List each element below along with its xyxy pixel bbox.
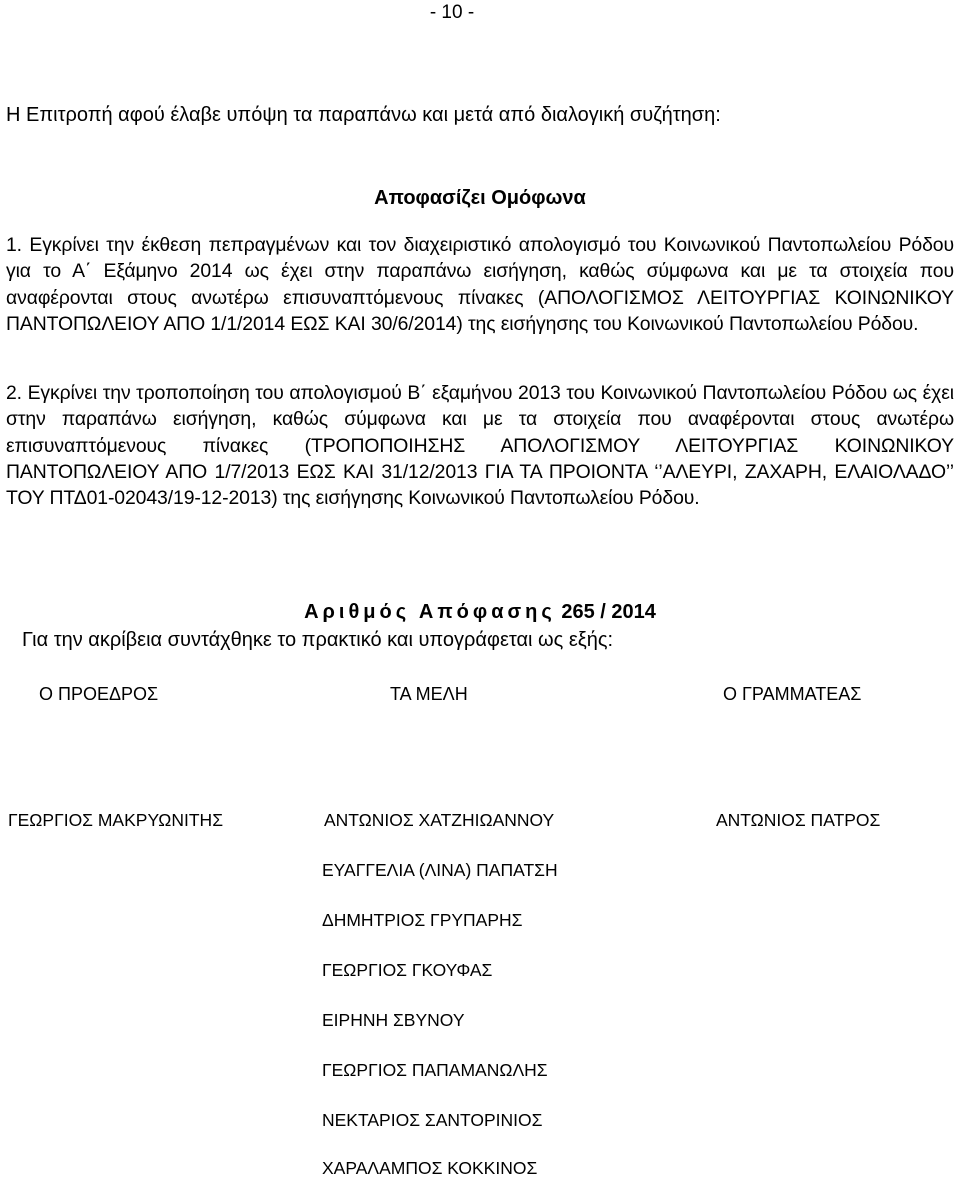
role-members: ΤΑ ΜΕΛΗ xyxy=(390,684,468,704)
president-name: ΓΕΩΡΓΙΟΣ ΜΑΚΡΥΩΝΙΤΗΣ xyxy=(8,810,224,830)
role-president: Ο ΠΡΟΕΔΡΟΣ xyxy=(39,684,159,704)
page-number: - 10 - xyxy=(429,2,475,23)
decision-paragraph-2: 2. Εγκρίνει την τροποποίηση του απολογισμού Β΄ εξαμήνου 2013 του Κοινωνικού Παντοπωλείου Ρόδου ως έχει στην παραπάνω εισήγηση, καθώς σύμφωνα και με τα στοιχεία που αναφέρονται στους ανωτέρω επισυναπτόμενους πίνακες (ΤΡΟΠΟΠΟΙΗΣΗΣ ΑΠΟΛΟΓΙΣΜΟΥ ΛΕΙΤΟΥΡΓΙΑΣ ΚΟΙΝΩΝΙΚΟΥ ΠΑΝΤΟΠΩΛΕΙΟΥ ΑΠΟ 1/7/2013 ΕΩΣ ΚΑΙ 31/12/2013 ΓΙΑ ΤΑ ΠΡΟΙΟΝΤΑ ‘’ΑΛΕΥΡΙ, ΖΑΧΑΡΗ, ΕΛΑΙΟΛΑΔΟ’’ ΤΟΥ ΠΤΔ01-02043/19-12-2013) της εισήγησης Κοινωνικού Παντοπωλείου Ρόδου. xyxy=(6,382,954,510)
decision-heading: Αποφασίζει Ομόφωνα xyxy=(374,187,586,209)
intro-sentence: Η Επιτροπή αφού έλαβε υπόψη τα παραπάνω και μετά από διαλογική συζήτηση: xyxy=(6,104,721,126)
role-secretary: Ο ΓΡΑΜΜΑΤΕΑΣ xyxy=(723,684,862,704)
decision-number-line xyxy=(0,601,960,624)
member-name: ΧΑΡΑΛΑΜΠΟΣ ΚΟΚΚΙΝΟΣ xyxy=(322,1158,538,1178)
decision-paragraph-1: 1. Εγκρίνει την έκθεση πεπραγμένων και τον διαχειριστικό απολογισμό του Κοινωνικού Παντοπωλείου Ρόδου για το Α΄ Εξάμηνο 2014 ως έχει στην παραπάνω εισήγηση, καθώς σύμφωνα και με τα στοιχεία που αναφέρονται στους ανωτέρω επισυναπτόμενους πίνακες (ΑΠΟΛΟΓΙΣΜΟΣ ΛΕΙΤΟΥΡΓΙΑΣ ΚΟΙΝΩΝΙΚΟΥ ΠΑΝΤΟΠΩΛΕΙΟΥ ΑΠΟ 1/1/2014 ΕΩΣ ΚΑΙ 30/6/2014) της εισήγησης του Κοινωνικού Παντοπωλείου Ρόδου. xyxy=(6,234,954,335)
member-name: ΓΕΩΡΓΙΟΣ ΠΑΠΑΜΑΝΩΛΗΣ xyxy=(322,1060,548,1080)
member-name: ΑΝΤΩΝΙΟΣ ΧΑΤΖΗΙΩΑΝΝΟΥ xyxy=(324,810,555,830)
member-name: ΕΥΑΓΓΕΛΙΑ (ΛΙΝΑ) ΠΑΠΑΤΣΗ xyxy=(322,860,558,880)
member-name: ΔΗΜΗΤΡΙΟΣ ΓΡΥΠΑΡΗΣ xyxy=(322,910,523,930)
member-name: ΕΙΡΗΝΗ ΣΒΥΝΟΥ xyxy=(322,1010,465,1030)
decision-number-value: 265 / 2014 xyxy=(561,601,656,623)
secretary-name: ΑΝΤΩΝΙΟΣ ΠΑΤΡΟΣ xyxy=(716,810,881,830)
decision-number-label: Αριθμός Απόφασης xyxy=(304,601,556,623)
member-name: ΓΕΩΡΓΙΟΣ ΓΚΟΥΦΑΣ xyxy=(322,960,493,980)
member-name: ΝΕΚΤΑΡΙΟΣ ΣΑΝΤΟΡΙΝΙΟΣ xyxy=(322,1110,543,1130)
signature-intro: Για την ακρίβεια συντάχθηκε το πρακτικό και υπογράφεται ως εξής: xyxy=(22,629,614,651)
